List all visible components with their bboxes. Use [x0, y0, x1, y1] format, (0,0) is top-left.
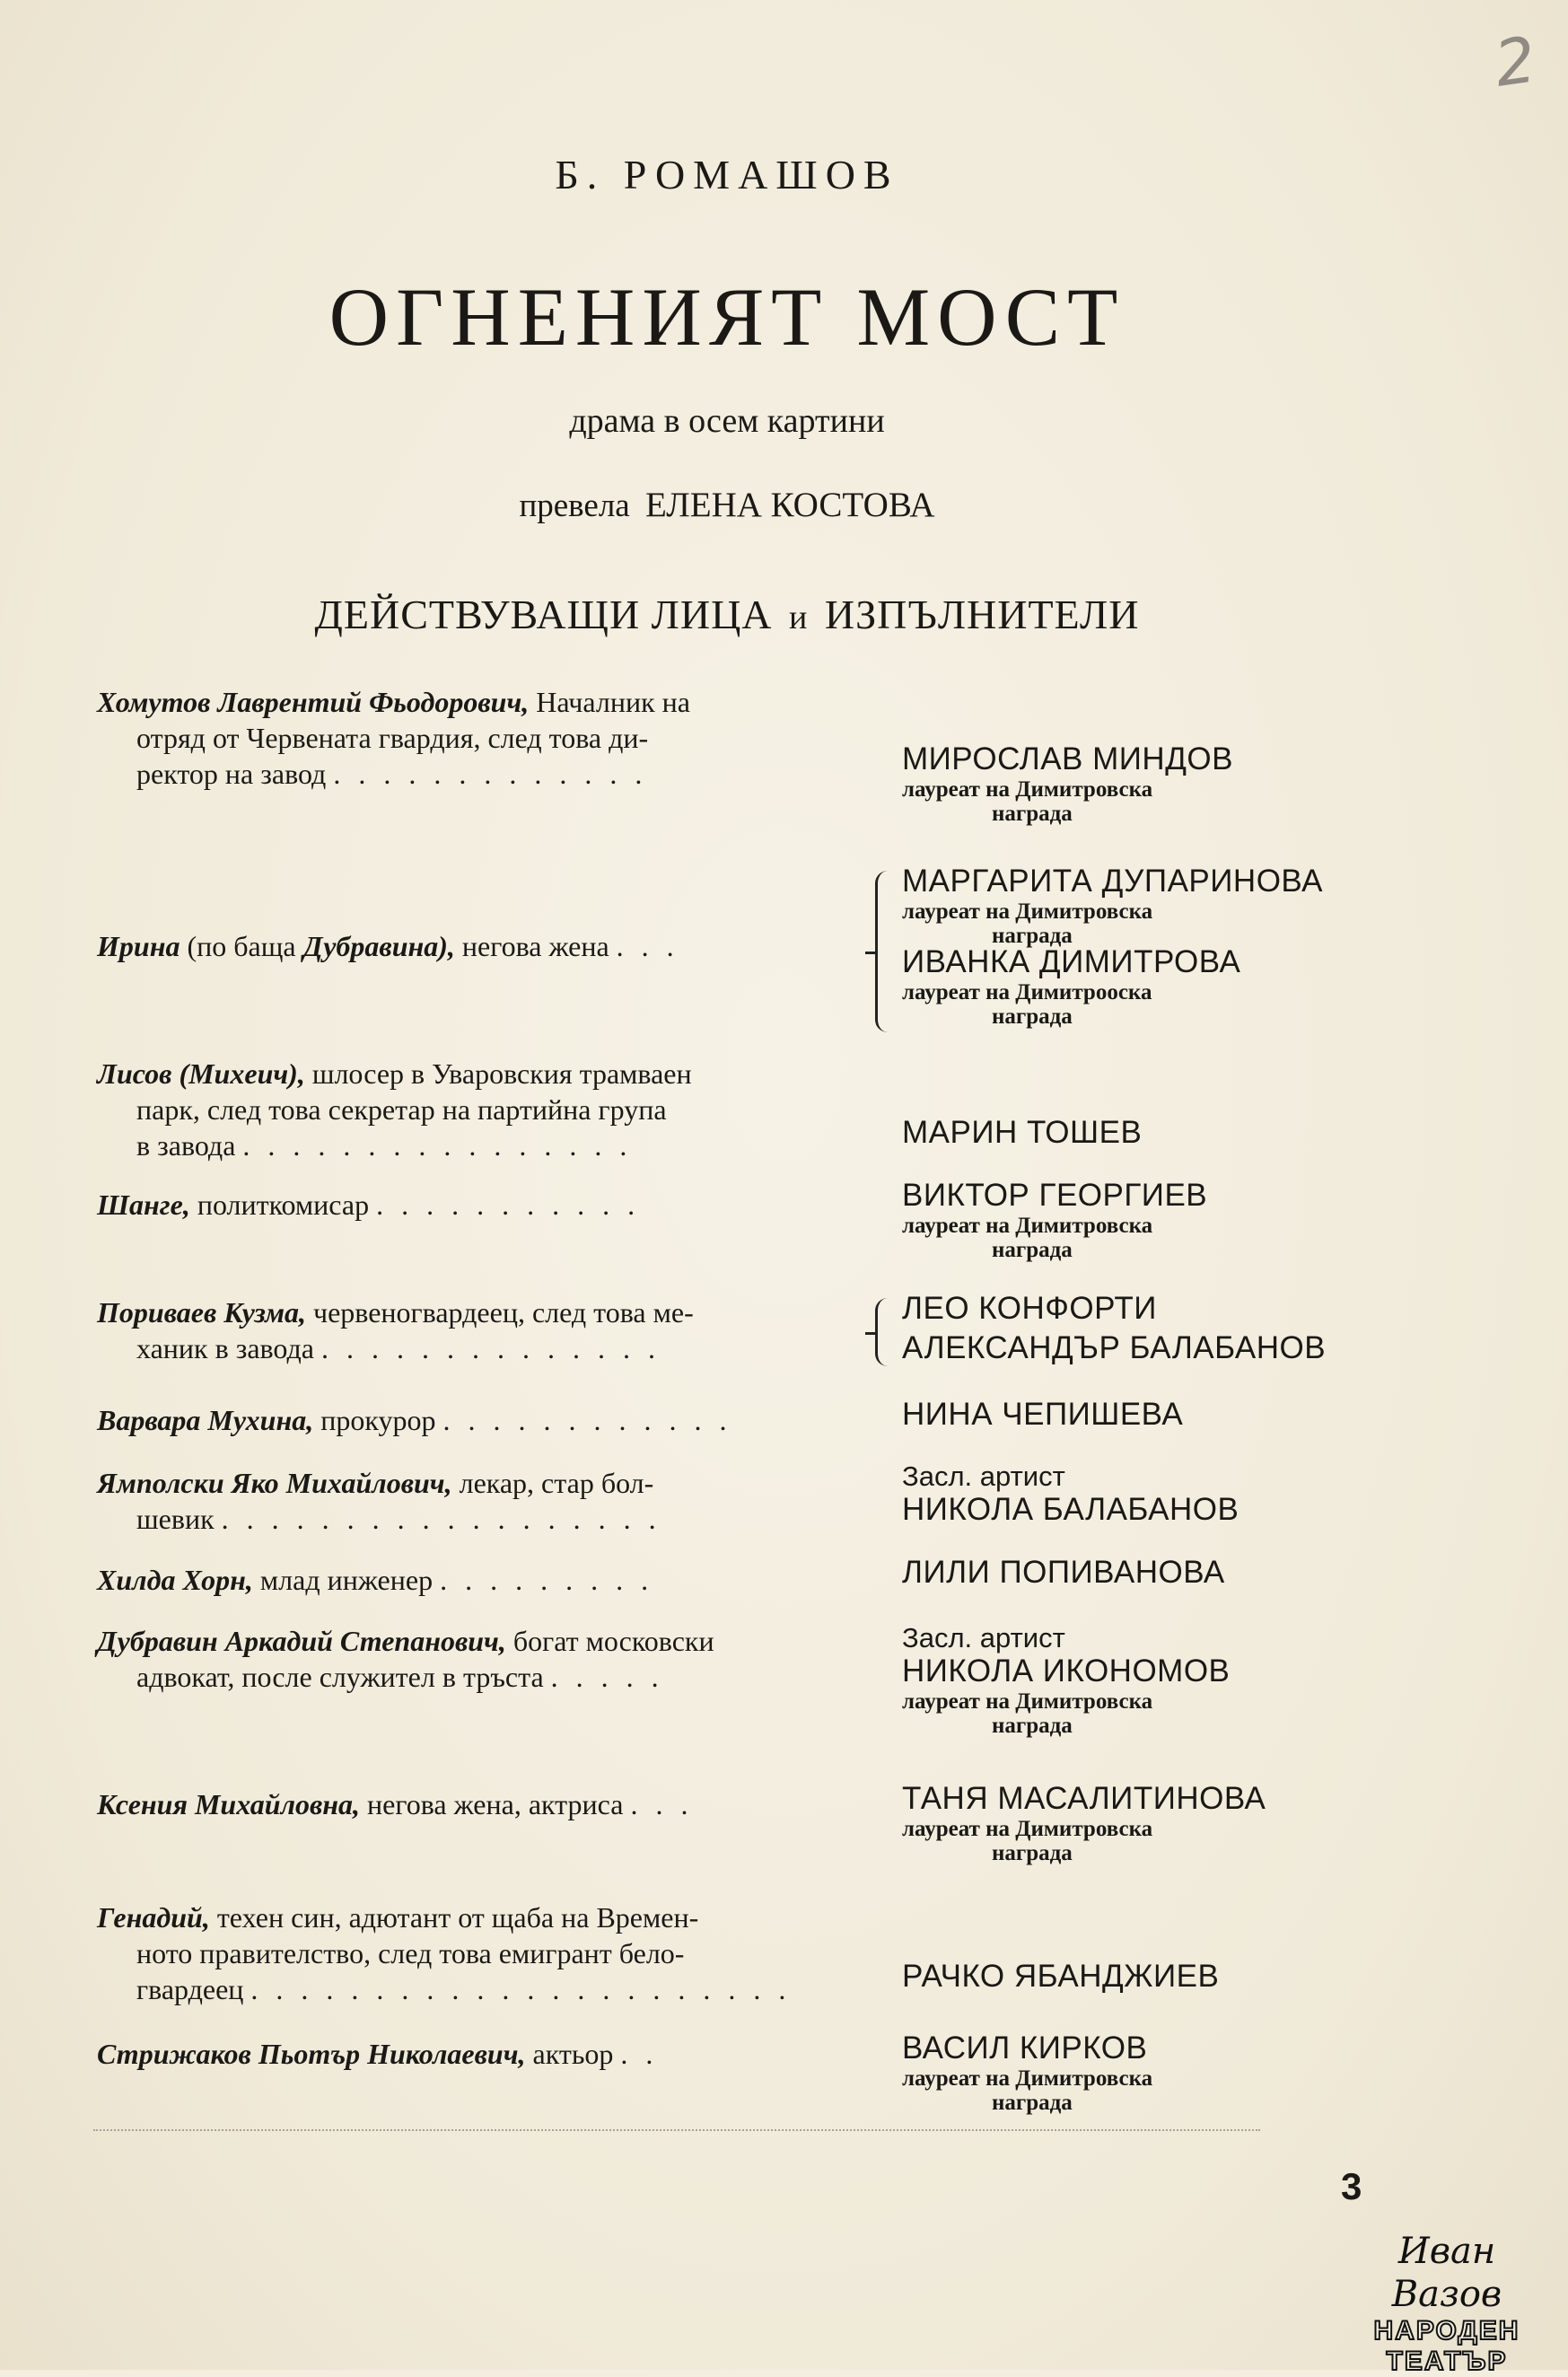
- actor-name: ИВАНКА ДИМИТРОВА: [902, 944, 1241, 979]
- actor-chepisheva: [902, 1397, 1369, 1433]
- play-title: ОГНЕНИЯТ МОСТ: [328, 271, 1126, 363]
- role-name: Ямполски Яко Михайлович,: [97, 1467, 452, 1499]
- laureate-line: лауреат на Димитровска: [902, 899, 1153, 924]
- role-desc: политкомисар: [197, 1188, 370, 1221]
- national-theatre-stamp: [1371, 2230, 1522, 2376]
- actor-laureate: [902, 1689, 1369, 1738]
- laureate-line: лауреат на Димитровска: [902, 777, 1153, 802]
- cast-heading-part2: ИЗПЪЛНИТЕЛИ: [824, 592, 1140, 637]
- actor-kirkov: [902, 2031, 1369, 2115]
- translator-credit: [0, 485, 1454, 525]
- role-dubravin: [97, 1623, 871, 1695]
- role-desc: Началник на: [536, 686, 690, 718]
- actor-name: ВИКТОР ГЕОРГИЕВ: [902, 1178, 1208, 1213]
- actor-masalitinova: [902, 1781, 1369, 1865]
- role-name: Генадий,: [97, 1901, 210, 1934]
- role-irina: [97, 928, 871, 964]
- actor-alexander-balabanov: [902, 1330, 1369, 1366]
- role-desc: (по баща: [187, 930, 296, 962]
- role-hilda-horn: [97, 1562, 871, 1598]
- role-desc: в завода: [136, 1129, 236, 1162]
- role-name: Хомутов Лаврентий Фьодорович,: [97, 686, 530, 718]
- laureate-line: лауреат на Димитровска: [902, 1817, 1153, 1841]
- actor-name: ТАНЯ МАСАЛИТИНОВА: [902, 1781, 1266, 1816]
- dot-leader: . . . . . . . . . . .: [376, 1188, 641, 1221]
- actor-ikonomov: [902, 1623, 1369, 1738]
- author-name: Б. РОМАШОВ: [555, 152, 899, 197]
- actor-name: НИНА ЧЕПИШЕВА: [902, 1397, 1184, 1432]
- role-desc: шевик: [136, 1503, 215, 1535]
- actor-laureate: [902, 1817, 1369, 1865]
- stamp-line: ТЕАТЪР: [1386, 2346, 1508, 2376]
- role-desc: прокурор: [320, 1404, 436, 1436]
- role-name: Хилда Хорн,: [97, 1564, 253, 1596]
- role-desc: негова жена: [461, 930, 609, 962]
- laureate-line: награда: [992, 1004, 1073, 1029]
- role-name: Пориваев Кузма,: [97, 1296, 306, 1329]
- role-ksenia: [97, 1786, 871, 1822]
- role-desc: ханик в завода: [136, 1332, 314, 1364]
- role-strizhakov: [97, 2036, 871, 2072]
- translator-prefix: превела: [519, 487, 630, 524]
- cast-heading: [0, 591, 1454, 638]
- role-name: Шанге,: [97, 1188, 190, 1221]
- role-desc: червеногвардеец, след това ме-: [312, 1296, 694, 1329]
- actor-name: ВАСИЛ КИРКОВ: [902, 2031, 1148, 2066]
- dot-leader: . . . . .: [550, 1661, 664, 1693]
- role-name: Варвара Мухина,: [97, 1404, 314, 1436]
- role-desc: ректор на завод: [136, 758, 327, 790]
- actor-laureate: [902, 777, 1369, 826]
- actor-laureate: [902, 2066, 1369, 2115]
- laureate-line: лауреат на Димитровска: [902, 1214, 1153, 1238]
- dot-leader: . . . . . . . . . . . . . . . . . . . . . .: [250, 1973, 792, 2005]
- role-lisov: [97, 1056, 871, 1163]
- dot-leader: . . . . . . . . . . . . . . . .: [242, 1129, 633, 1162]
- role-desc: адвокат, после служител в тръста: [136, 1661, 544, 1693]
- role-name: Лисов (Михеич),: [97, 1057, 305, 1090]
- pencil-page-mark: 2: [1490, 22, 1541, 101]
- actor-mindov: [902, 741, 1369, 826]
- role-desc: Дубравина),: [302, 930, 455, 962]
- actor-title: Засл. артист: [902, 1460, 1065, 1492]
- actor-dimitrova: [902, 944, 1369, 1029]
- dot-leader: . . . . . . . . .: [440, 1564, 654, 1596]
- laureate-line: награда: [992, 1841, 1073, 1865]
- role-desc: шлосер в Уваровския трамваен: [311, 1057, 692, 1090]
- actor-laureate: [902, 899, 1369, 948]
- page-number: 3: [1341, 2165, 1362, 2207]
- role-desc: техен син, адютант от щаба на Времен-: [216, 1901, 699, 1934]
- actor-konforti: [902, 1291, 1369, 1327]
- actor-name: АЛЕКСАНДЪР БАЛАБАНОВ: [902, 1330, 1327, 1365]
- actor-duparinova: [902, 864, 1369, 948]
- alternate-cast-brace: [875, 871, 896, 1032]
- dot-leader: . . . . . . . . . . . . . .: [320, 1332, 661, 1364]
- actor-laureate: [902, 1214, 1369, 1262]
- role-desc: гвардеец: [136, 1973, 244, 2005]
- stamp-script: Иван Вазов: [1391, 2231, 1502, 2315]
- laureate-line: лауреат на Димитровска: [902, 2066, 1153, 2091]
- laureate-line: награда: [992, 802, 1073, 826]
- dot-leader: . . .: [630, 1788, 694, 1820]
- bottom-divider: [93, 2129, 1260, 2131]
- role-desc: отряд от Червената гвардия, след това ди-: [136, 722, 649, 754]
- role-desc: богат московски: [512, 1625, 714, 1657]
- stamp-line: НАРОДЕН: [1373, 2316, 1520, 2346]
- actor-name: НИКОЛА ИКОНОМОВ: [902, 1653, 1231, 1688]
- dot-leader: . . . . . . . . . . . . .: [333, 758, 648, 790]
- dot-leader: . . . . . . . . . . . .: [442, 1404, 732, 1436]
- actor-name: НИКОЛА БАЛАБАНОВ: [902, 1492, 1240, 1527]
- alternate-cast-brace: [875, 1298, 896, 1366]
- actor-name: ЛЕО КОНФОРТИ: [902, 1291, 1157, 1326]
- actor-name: МИРОСЛАВ МИНДОВ: [902, 741, 1233, 776]
- role-name: Дубравин Аркадий Степанович,: [97, 1625, 506, 1657]
- translator-name: ЕЛЕНА КОСТОВА: [644, 486, 935, 524]
- dot-leader: . .: [620, 2038, 659, 2070]
- role-desc: лекар, стар бол-: [459, 1467, 654, 1499]
- role-homutov: [97, 684, 871, 792]
- actor-laureate: [902, 980, 1369, 1029]
- actor-nikola-balabanov: [902, 1461, 1369, 1528]
- actor-name: МАРГАРИТА ДУПАРИНОВА: [902, 864, 1323, 899]
- role-name: Ирина: [97, 930, 180, 962]
- role-desc: негова жена, актриса: [367, 1788, 624, 1820]
- role-name: Стрижаков Пьотър Николаевич,: [97, 2038, 526, 2070]
- actor-name: МАРИН ТОШЕВ: [902, 1115, 1143, 1150]
- actor-yabandzhiev: [902, 1959, 1369, 1995]
- role-desc: ното правителство, след това емигрант бело-: [136, 1937, 685, 1969]
- actor-name: РАЧКО ЯБАНДЖИЕВ: [902, 1959, 1220, 1994]
- actor-name: ЛИЛИ ПОПИВАНОВА: [902, 1555, 1225, 1590]
- role-desc: парк, след това секретар на партийна група: [136, 1093, 667, 1126]
- dot-leader: . . . . . . . . . . . . . . . . . .: [221, 1503, 661, 1535]
- role-yampolski: [97, 1465, 871, 1537]
- role-desc: млад инженер: [259, 1564, 434, 1596]
- laureate-line: награда: [992, 2091, 1073, 2115]
- role-genadiy: [97, 1899, 871, 2007]
- actor-title: Засл. артист: [902, 1622, 1065, 1653]
- dot-leader: . . .: [616, 930, 679, 962]
- role-muhina: [97, 1402, 871, 1438]
- laureate-line: награда: [992, 924, 1073, 948]
- actor-toshev: [902, 1115, 1369, 1151]
- laureate-line: лауреат на Димитрооска: [902, 980, 1152, 1004]
- role-shange: [97, 1187, 871, 1223]
- laureate-line: награда: [992, 1238, 1073, 1262]
- role-desc: актьор: [532, 2038, 614, 2070]
- role-name: Ксения Михайловна,: [97, 1788, 361, 1820]
- actor-popivanova: [902, 1555, 1369, 1591]
- cast-heading-conj: и: [789, 599, 809, 636]
- play-subtitle: драма в осем картини: [569, 402, 885, 440]
- laureate-line: лауреат на Димитровска: [902, 1689, 1153, 1714]
- role-porivaev: [97, 1294, 871, 1366]
- cast-heading-part1: ДЕЙСТВУВАЩИ ЛИЦА: [314, 592, 773, 637]
- actor-georgiev: [902, 1178, 1369, 1262]
- laureate-line: награда: [992, 1714, 1073, 1738]
